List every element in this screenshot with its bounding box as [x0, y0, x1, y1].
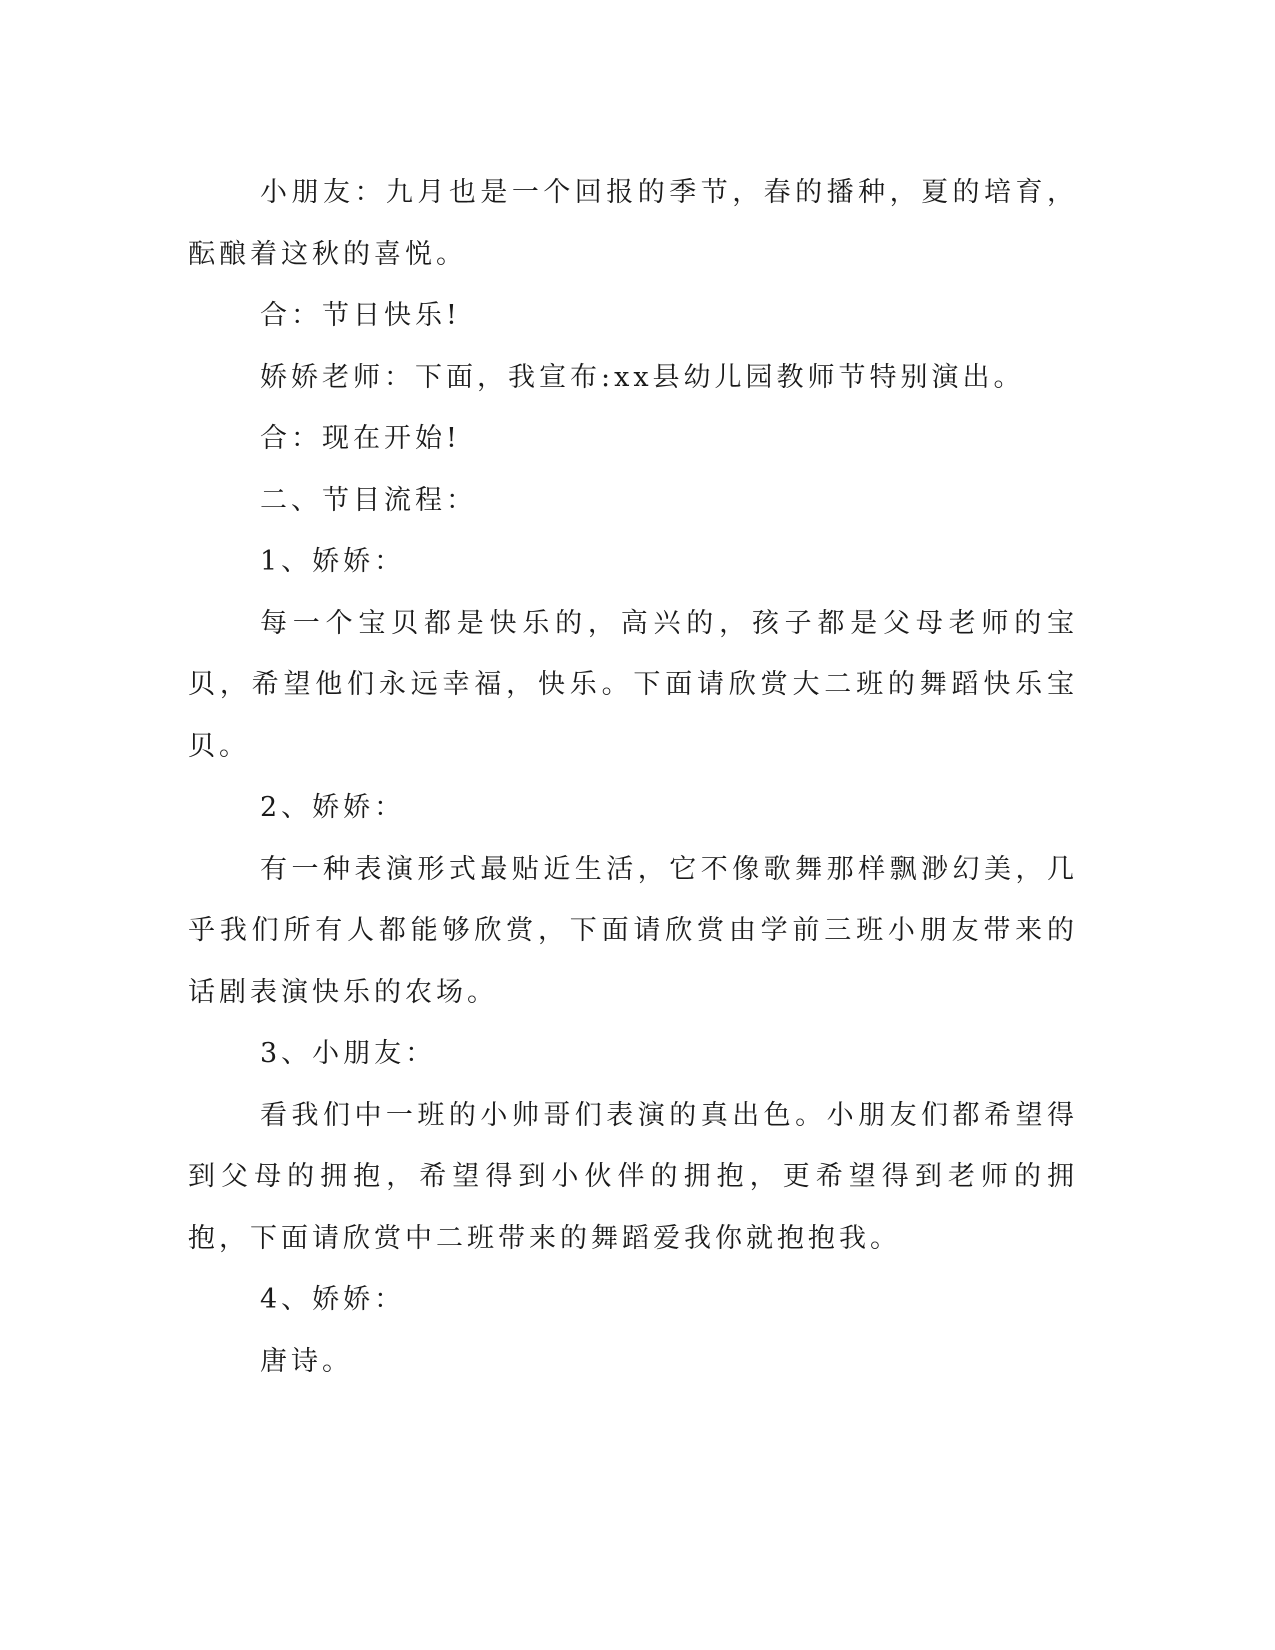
- paragraph-teacher-announcement: 娇娇老师：下面，我宣布:xx县幼儿园教师节特别演出。: [260, 361, 1025, 393]
- program-item-4-host: 4、娇娇：: [260, 1284, 406, 1315]
- paragraph-together-happy-holiday: 合：节日快乐!: [260, 300, 461, 331]
- program-item-2-host: 2、娇娇：: [260, 792, 406, 823]
- program-item-3-text: 看我们中一班的小帅哥们表演的真出色。小朋友们都希望得到父母的拥抱，希望得到小伙伴的拥抱，更希望得到老师的拥抱，下面请欣赏中二班带来的舞蹈爱我你就抱抱我。: [188, 1099, 1078, 1254]
- program-item-1-host: 1、娇娇：: [260, 546, 406, 577]
- program-item-3-host: 3、小朋友：: [260, 1038, 437, 1069]
- document-body: [188, 162, 1078, 1392]
- section-heading-program: 二、节目流程：: [260, 484, 477, 516]
- paragraph-together-start: 合：现在开始!: [260, 423, 461, 454]
- program-item-2-text: 有一种表演形式最贴近生活，它不像歌舞那样飘渺幻美，几乎我们所有人都能够欣赏，下面请欣赏由学前三班小朋友带来的话剧表演快乐的农场。: [188, 853, 1078, 1008]
- paragraph-intro-child: 小朋友：九月也是一个回报的季节，春的播种，夏的培育，酝酿着这秋的喜悦。: [188, 177, 1078, 270]
- program-item-4-text: 唐诗。: [260, 1345, 353, 1377]
- program-item-1-text: 每一个宝贝都是快乐的，高兴的，孩子都是父母老师的宝贝，希望他们永远幸福，快乐。下面请欣赏大二班的舞蹈快乐宝贝。: [188, 607, 1078, 762]
